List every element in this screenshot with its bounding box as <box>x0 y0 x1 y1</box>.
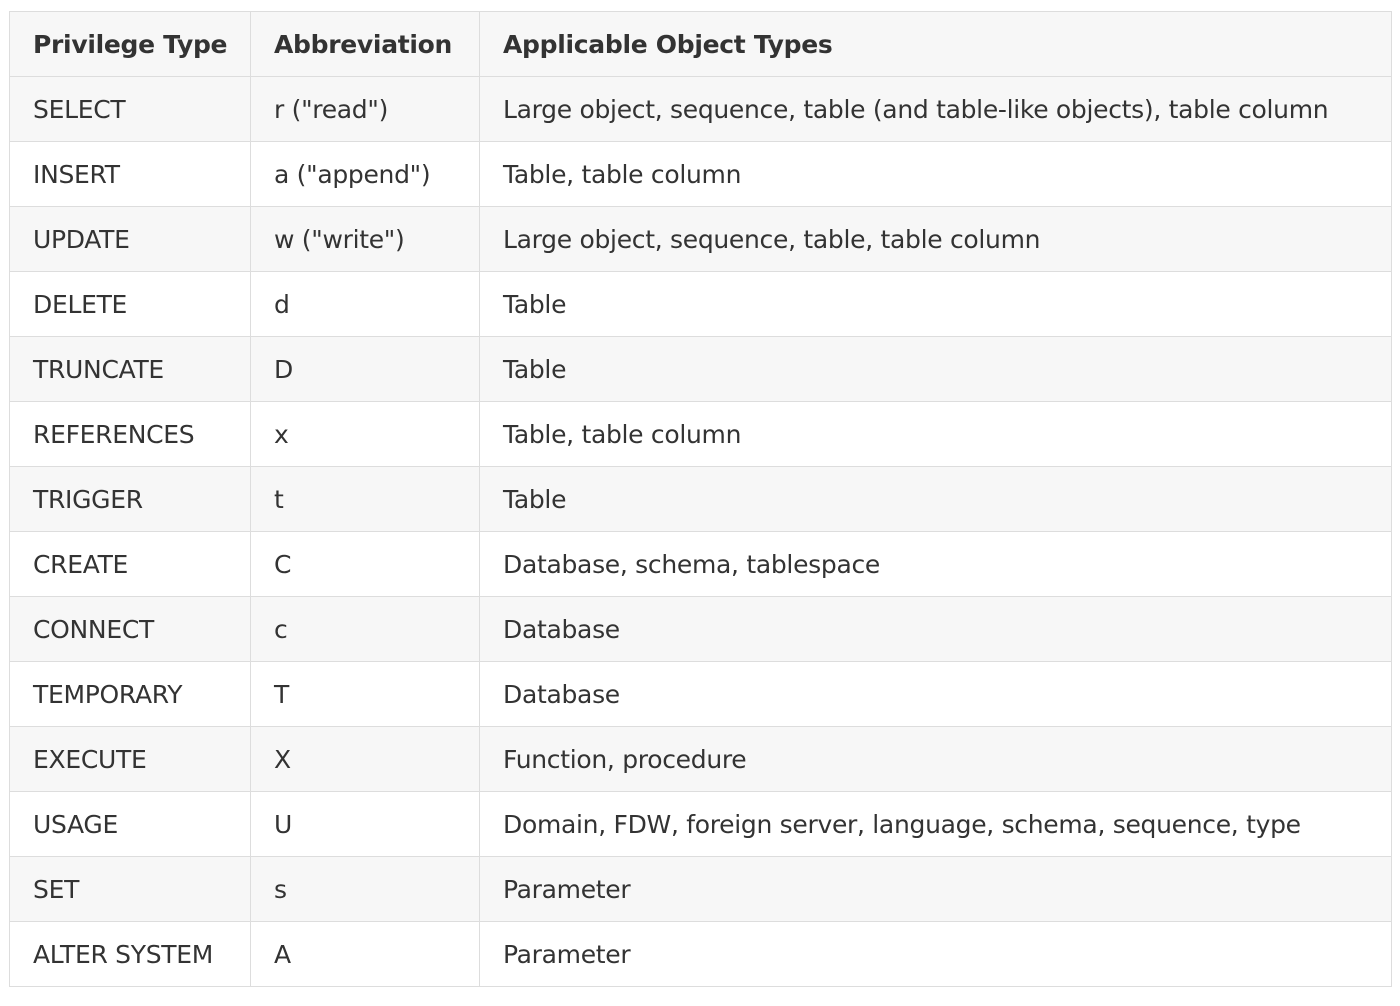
table-row <box>10 272 1392 337</box>
privilege-type-cell: EXECUTE <box>10 727 251 792</box>
abbreviation-cell: a ("append") <box>251 142 480 207</box>
privilege-type-cell: CONNECT <box>10 597 251 662</box>
object-types-cell: Domain, FDW, foreign server, language, schema, sequence, type <box>480 792 1392 857</box>
object-types-cell: Function, procedure <box>480 727 1392 792</box>
table-row <box>10 207 1392 272</box>
abbreviation-cell: D <box>251 337 480 402</box>
table-row <box>10 532 1392 597</box>
table-body <box>10 77 1392 987</box>
object-types-cell: Parameter <box>480 922 1392 987</box>
privilege-type-cell: TEMPORARY <box>10 662 251 727</box>
object-types-cell: Large object, sequence, table (and table-like objects), table column <box>480 77 1392 142</box>
privilege-type-cell: USAGE <box>10 792 251 857</box>
header-abbreviation: Abbreviation <box>251 12 480 77</box>
privilege-type-cell: INSERT <box>10 142 251 207</box>
object-types-cell: Database, schema, tablespace <box>480 532 1392 597</box>
header-privilege-type: Privilege Type <box>10 12 251 77</box>
table-row <box>10 337 1392 402</box>
object-types-cell: Table, table column <box>480 142 1392 207</box>
table-header <box>10 12 1392 77</box>
object-types-cell: Parameter <box>480 857 1392 922</box>
privilege-type-cell: TRIGGER <box>10 467 251 532</box>
abbreviation-cell: C <box>251 532 480 597</box>
abbreviation-cell: r ("read") <box>251 77 480 142</box>
abbreviation-cell: X <box>251 727 480 792</box>
privilege-type-cell: CREATE <box>10 532 251 597</box>
header-applicable-object-types: Applicable Object Types <box>480 12 1392 77</box>
abbreviation-cell: T <box>251 662 480 727</box>
privilege-type-cell: DELETE <box>10 272 251 337</box>
abbreviation-cell: A <box>251 922 480 987</box>
object-types-cell: Table <box>480 467 1392 532</box>
privilege-type-cell: TRUNCATE <box>10 337 251 402</box>
privileges-table-container <box>9 11 1391 987</box>
abbreviation-cell: w ("write") <box>251 207 480 272</box>
object-types-cell: Database <box>480 597 1392 662</box>
table-row <box>10 727 1392 792</box>
privilege-type-cell: REFERENCES <box>10 402 251 467</box>
object-types-cell: Large object, sequence, table, table column <box>480 207 1392 272</box>
abbreviation-cell: s <box>251 857 480 922</box>
privilege-type-cell: SET <box>10 857 251 922</box>
abbreviation-cell: x <box>251 402 480 467</box>
abbreviation-cell: U <box>251 792 480 857</box>
table-row <box>10 857 1392 922</box>
privilege-type-cell: ALTER SYSTEM <box>10 922 251 987</box>
object-types-cell: Table <box>480 272 1392 337</box>
table-row <box>10 402 1392 467</box>
header-row <box>10 12 1392 77</box>
privileges-table <box>9 11 1392 987</box>
privilege-type-cell: SELECT <box>10 77 251 142</box>
object-types-cell: Database <box>480 662 1392 727</box>
object-types-cell: Table <box>480 337 1392 402</box>
table-row <box>10 792 1392 857</box>
abbreviation-cell: c <box>251 597 480 662</box>
table-row <box>10 662 1392 727</box>
table-row <box>10 467 1392 532</box>
table-row <box>10 142 1392 207</box>
table-row <box>10 597 1392 662</box>
abbreviation-cell: d <box>251 272 480 337</box>
table-row <box>10 922 1392 987</box>
privilege-type-cell: UPDATE <box>10 207 251 272</box>
object-types-cell: Table, table column <box>480 402 1392 467</box>
abbreviation-cell: t <box>251 467 480 532</box>
table-row <box>10 77 1392 142</box>
